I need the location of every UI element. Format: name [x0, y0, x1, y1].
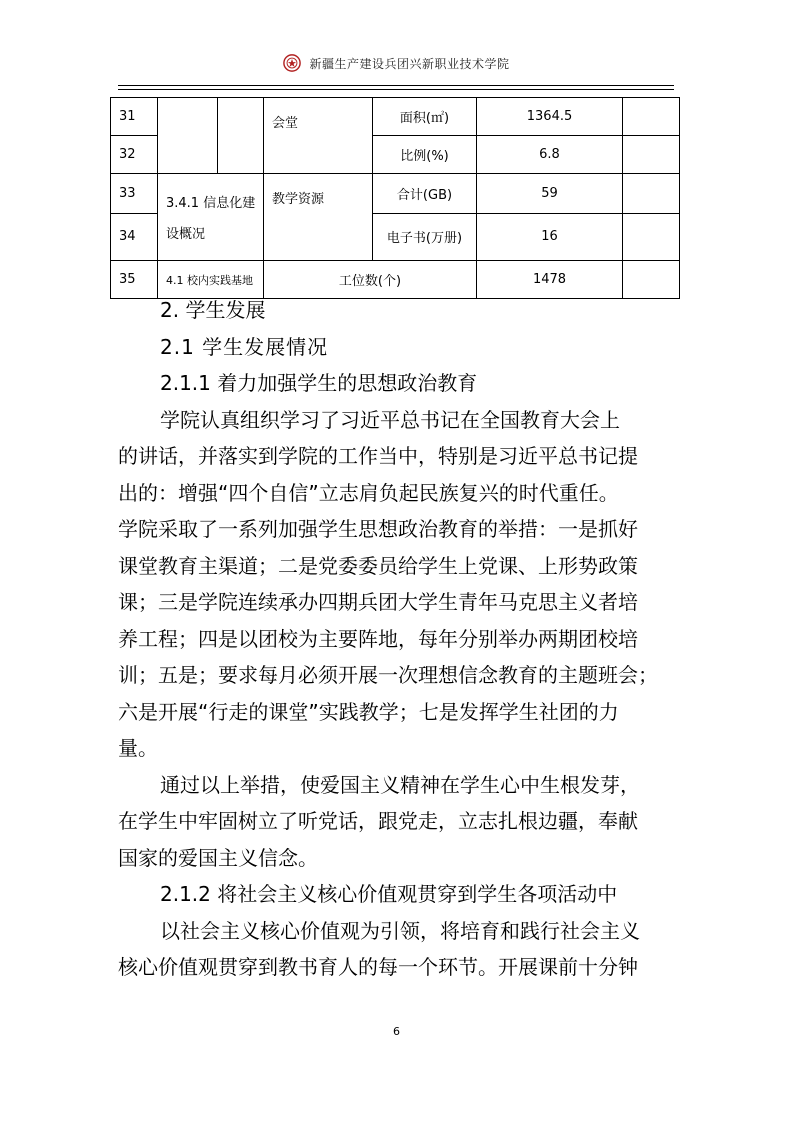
row-number: 35 — [111, 261, 158, 299]
subsection-heading: 2.1 学生发展情况 — [160, 334, 329, 359]
sub-category-cell — [218, 98, 264, 174]
paragraph — [118, 767, 678, 877]
value-cell: 16 — [477, 213, 623, 261]
paragraph — [118, 402, 678, 767]
text-line: 在学生中牢固树立了听党话，跟党走，立志扎根边疆，奉献 — [118, 809, 638, 833]
row-number: 32 — [111, 136, 158, 174]
text-line: 量。 — [118, 736, 158, 760]
note-cell — [623, 213, 680, 261]
category-cell: 4.1 校内实践基地 — [158, 261, 264, 299]
category-cell — [158, 98, 218, 174]
text-line: 课堂教育主渠道；二是党委委员给学生上党课、上形势政策 — [118, 553, 638, 578]
text-line: 国家的爱国主义信念。 — [118, 845, 318, 870]
text-line: 学院认真组织学习了习近平总书记在全国教育大会上 — [160, 407, 620, 432]
page-header — [0, 50, 793, 76]
page-number: 6 — [393, 1025, 400, 1038]
data-table — [110, 97, 680, 299]
table-row — [111, 174, 680, 214]
text-line: 以社会主义核心价值观为引领，将培育和践行社会主义 — [160, 918, 640, 943]
table-row — [111, 213, 680, 261]
text-line: 学院采取了一系列加强学生思想政治教育的举措：一是抓好 — [118, 517, 638, 541]
metric-cell: 面积(㎡) — [373, 98, 477, 136]
section-heading: 2. 学生发展 — [160, 298, 266, 322]
subsubsection-heading: 2.1.1 着力加强学生的思想政治教育 — [160, 371, 478, 395]
value-cell: 59 — [477, 174, 623, 214]
value-cell: 1364.5 — [477, 98, 623, 136]
category-cell: 3.4.1 信息化建 — [158, 174, 264, 214]
value-cell: 1478 — [477, 261, 623, 299]
category-cell: 设概况 — [158, 213, 264, 261]
table-row — [111, 98, 680, 136]
note-cell — [623, 174, 680, 214]
note-cell — [623, 136, 680, 174]
text-line: 养工程；四是以团校为主要阵地，每年分别举办两期团校培 — [118, 626, 638, 651]
item-cell: 会堂 — [264, 98, 373, 174]
metric-cell: 电子书(万册) — [373, 213, 477, 261]
subsubsection-heading: 2.1.2 将社会主义核心价值观贯穿到学生各项活动中 — [160, 882, 618, 906]
text-line: 出的：增强“四个自信”立志肩负起民族复兴的时代重任。 — [118, 480, 619, 505]
row-number: 31 — [111, 98, 158, 136]
college-emblem-icon — [283, 54, 301, 72]
row-number: 33 — [111, 174, 158, 214]
header-title: 新疆生产建设兵团兴新职业技术学院 — [309, 56, 510, 71]
metric-cell: 合计(GB) — [373, 174, 477, 214]
text-line: 课；三是学院连续承办四期兵团大学生青年马克思主义者培 — [118, 590, 638, 614]
text-line: 核心价值观贯穿到教书育人的每一个环节。开展课前十分钟 — [118, 955, 638, 979]
value-cell: 6.8 — [477, 136, 623, 174]
item-cell: 教学资源 — [264, 174, 373, 261]
header-rule — [118, 89, 674, 90]
text-line: 训；五是；要求每月必须开展一次理想信念教育的主题班会； — [118, 663, 658, 687]
note-cell — [623, 98, 680, 136]
paragraph — [118, 913, 678, 986]
metric-cell: 比例(%) — [373, 136, 477, 174]
text-line: 的讲话，并落实到学院的工作当中，特别是习近平总书记提 — [118, 444, 638, 468]
header-rule — [118, 85, 674, 86]
row-number: 34 — [111, 213, 158, 261]
text-line: 通过以上举措，使爱国主义精神在学生心中生根发芽， — [160, 772, 640, 797]
text-line: 六是开展“行走的课堂”实践教学；七是发挥学生社团的力 — [118, 699, 619, 724]
body-content — [118, 292, 678, 986]
item-cell: 工位数(个) — [264, 261, 477, 299]
